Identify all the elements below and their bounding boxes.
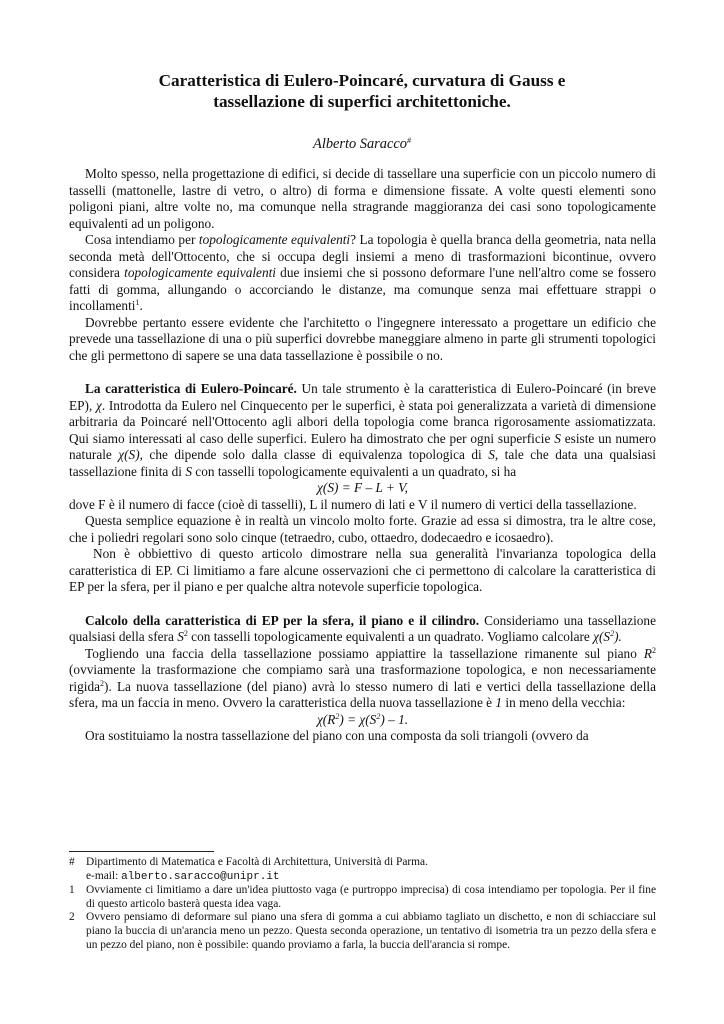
eq2-b: ) = χ(S: [339, 711, 377, 727]
s1-var-s-3: S: [185, 463, 192, 479]
equation-euler: χ(S) = F – L + V,: [317, 480, 408, 495]
s1-text-c: esiste un numero naturale: [69, 430, 656, 462]
paragraph-regular-polyhedra: Questa semplice equazione è in realtà un vincolo molto forte. Grazie ad essa si dimostra, tra le altre cose, che i poliedri regolari sono solo cinque (tetraedro, cubo, ottaedro, dodecaedro e icosaedro).: [69, 513, 656, 545]
footnote-ref-1[interactable]: 1: [135, 298, 140, 307]
paragraph-flatten: [69, 646, 656, 712]
footnote-mark-2: 2: [69, 911, 75, 924]
footnote-1-text: Ovviamente ci limitiamo a dare un'idea piuttosto vaga (e purtroppo imprecisa) di cosa intendiamo per topologia. Per il fine di questo articolo basterà questa idea vaga.: [86, 884, 656, 910]
s2-text-a: Consideriamo una tassellazione qualsiasi della sfera: [69, 612, 656, 644]
footnote-affiliation: [69, 856, 656, 884]
s1-chi: χ: [95, 397, 102, 413]
flatten-text-a: Togliendo una faccia della tassellazione possiamo appiattire la tassellazione rimanente sul piano: [85, 645, 644, 661]
s1-var-s-2: S: [488, 447, 495, 462]
footnote-2: [69, 911, 656, 952]
s1-chi-s: χ(S): [118, 447, 140, 462]
section-heading-2: Calcolo della caratteristica di EP per la sfera, il piano e il cilindro.: [85, 612, 480, 628]
footnote-affiliation-text: [86, 856, 656, 884]
eq2-a: χ(R: [316, 711, 336, 727]
paragraph-scope: Non è obbiettivo di questo articolo dimostrare nella sua generalità l'invarianza topologica della caratteristica di EP. Ci limitiamo a fare alcune osservazioni che ci permettono di calcolare la caratteristica di EP per la sfera, per il piano e per qualche altra notevole superficie topologica.: [69, 546, 656, 594]
s1-text-a: Un tale strumento è la caratteristica di Eulero-Poincaré (in breve EP),: [69, 381, 656, 413]
footnote-divider: [69, 851, 214, 852]
footnote-mark-1: 1: [69, 884, 75, 897]
p2-text-a: Cosa intendiamo per: [85, 232, 199, 247]
s2-chi-s2: [593, 629, 622, 644]
s1-text-e: , tale che data una qualsiasi tassellazione finita di: [69, 447, 656, 479]
s1-text-d: , che dipende solo dalla classe di equivalenza topologica di: [139, 447, 489, 462]
eq2-c: ) – 1.: [380, 711, 409, 727]
paragraph-triangles: Ora sostituiamo la nostra tassellazione del piano con una composta da soli triangoli (ovvero da: [85, 728, 589, 743]
section-euler-poincare: [69, 381, 656, 480]
p2-text-c: due insiemi che si possono deformare l'une nell'altro come se fossero fatti di gomma, allungando o accorciando le distanze, ma comunque senza mai effettuare strappi o incollamenti: [69, 265, 656, 313]
author-footnote-mark: #: [406, 136, 411, 145]
footnote-2-text: Ovvero pensiamo di deformare sul piano una sfera di gomma a cui abbiamo tagliato un dischetto, e non di schiacciare sul piano la buccia di un'arancia meno un pezzo. Questa seconda operazione, un tentativo di isometria tra un pezzo della sfera e un pezzo del piano, non è possibile: quando proviamo a farla, la buccia dell'arancia si rompe.: [86, 911, 656, 951]
footnote-mark-hash: #: [69, 856, 75, 868]
flatten-var-r: R: [643, 645, 652, 661]
footnote-ref-2[interactable]: 2: [100, 678, 105, 688]
affiliation-line: Dipartimento di Matematica e Facoltà di Architettura, Università di Parma.: [86, 856, 428, 868]
flatten-text-c: ). La nuova tassellazione (del piano) avrà lo stesso numero di lati e vertici della tassellazione della sfera, ma un faccia in meno. Ovvero la caratteristica della nuova tassellazione è: [69, 678, 656, 710]
p2-text-b: ? La topologia è quella branca della geometria, nata nella seconda metà dell'Ottocento, che si occupa degli insiemi a meno di trasformazioni bicontinue, ovvero considera: [69, 232, 656, 280]
p2-emphasis-1: topologicamente equivalenti: [198, 232, 351, 247]
p2-text-d: .: [139, 298, 143, 313]
s2-sup-2: 2: [183, 629, 188, 638]
s2-chi-s2-a: χ(S: [593, 629, 611, 644]
title-line-1: Caratteristica di Eulero-Poincaré, curvatura di Gauss e: [158, 71, 566, 90]
flatten-text-b: (ovviamente la trasformazione che compiamo sarà una trasformazione topologica, e non necessariamente rigida: [69, 662, 656, 694]
paper-body: [69, 166, 656, 745]
s2-text-b: con tasselli topologicamente equivalenti a un quadrato. Vogliamo calcolare: [187, 629, 594, 644]
paragraph-1: Molto spesso, nella progettazione di edifici, si decide di tassellare una superficie con un piccolo numero di tasselli (mattonelle, lastre di vetro, o altro) di forma e dimensione fissate. A volte questi elementi sono poligoni piani, altre volte no, ma comunque nella stragrande maggioranza dei casi sono topologicamente equivalenti ad un poligono.: [69, 166, 656, 231]
author-name: [90, 136, 634, 153]
eq2-sup-2: 2: [376, 711, 381, 721]
author-name-text: Alberto Saracco: [313, 136, 407, 152]
s1-text-f: con tasselli topologicamente equivalenti a un quadrato, si ha: [191, 463, 517, 479]
section-sphere-plane-cylinder: [69, 613, 656, 646]
p2-emphasis-2: topologicamente equivalenti: [124, 265, 276, 280]
s1-text-b: . Introdotta da Eulero nel Cinquecento per le superfici, è stata poi generalizzata a varietà di dimensione arbitraria da Poincaré nell'Ottocento agli albori della topologia come branca rigorosamente assiomatizzata. Qui siamo interessati al caso delle superfici. Eulero ha dimostrato che per ogni superficie: [69, 397, 656, 446]
equation-plane-sphere: [69, 712, 656, 729]
section-heading-1: La caratteristica di Eulero-Poincaré.: [85, 381, 297, 396]
eq2-sup-1: 2: [335, 711, 340, 721]
s2-chi-s2-sup: 2: [610, 629, 615, 638]
title-line-2: tassellazione di superfici architettoniche.: [213, 92, 511, 111]
s2-var-s: S: [177, 629, 184, 644]
paragraph-2: [69, 232, 656, 315]
equation-explanation: dove F è il numero di facce (cioè di tasselli), L il numero di lati e V il numero di vertici della tassellazione.: [69, 496, 637, 512]
flatten-sup-2: 2: [652, 645, 656, 655]
flatten-one: 1: [495, 695, 503, 710]
footnotes: [69, 856, 656, 952]
email-link[interactable]: alberto.saracco@unipr.it: [121, 870, 280, 883]
flatten-text-d: in meno della vecchia:: [502, 695, 626, 710]
email-label: e-mail:: [86, 869, 122, 882]
footnote-1: [69, 884, 656, 911]
s2-chi-s2-b: ).: [614, 629, 622, 644]
paper-title: [90, 70, 634, 112]
s1-var-s: S: [554, 430, 561, 446]
paragraph-3: Dovrebbe pertanto essere evidente che l'architetto o l'ingegnere interessato a progettare un edificio che prevede una tassellazione di una o più superfici dovrebbe maneggiare almeno in parte gli strumenti topologici che gli permettono di sapere se una data tassellazione è possibile o no.: [69, 314, 656, 363]
